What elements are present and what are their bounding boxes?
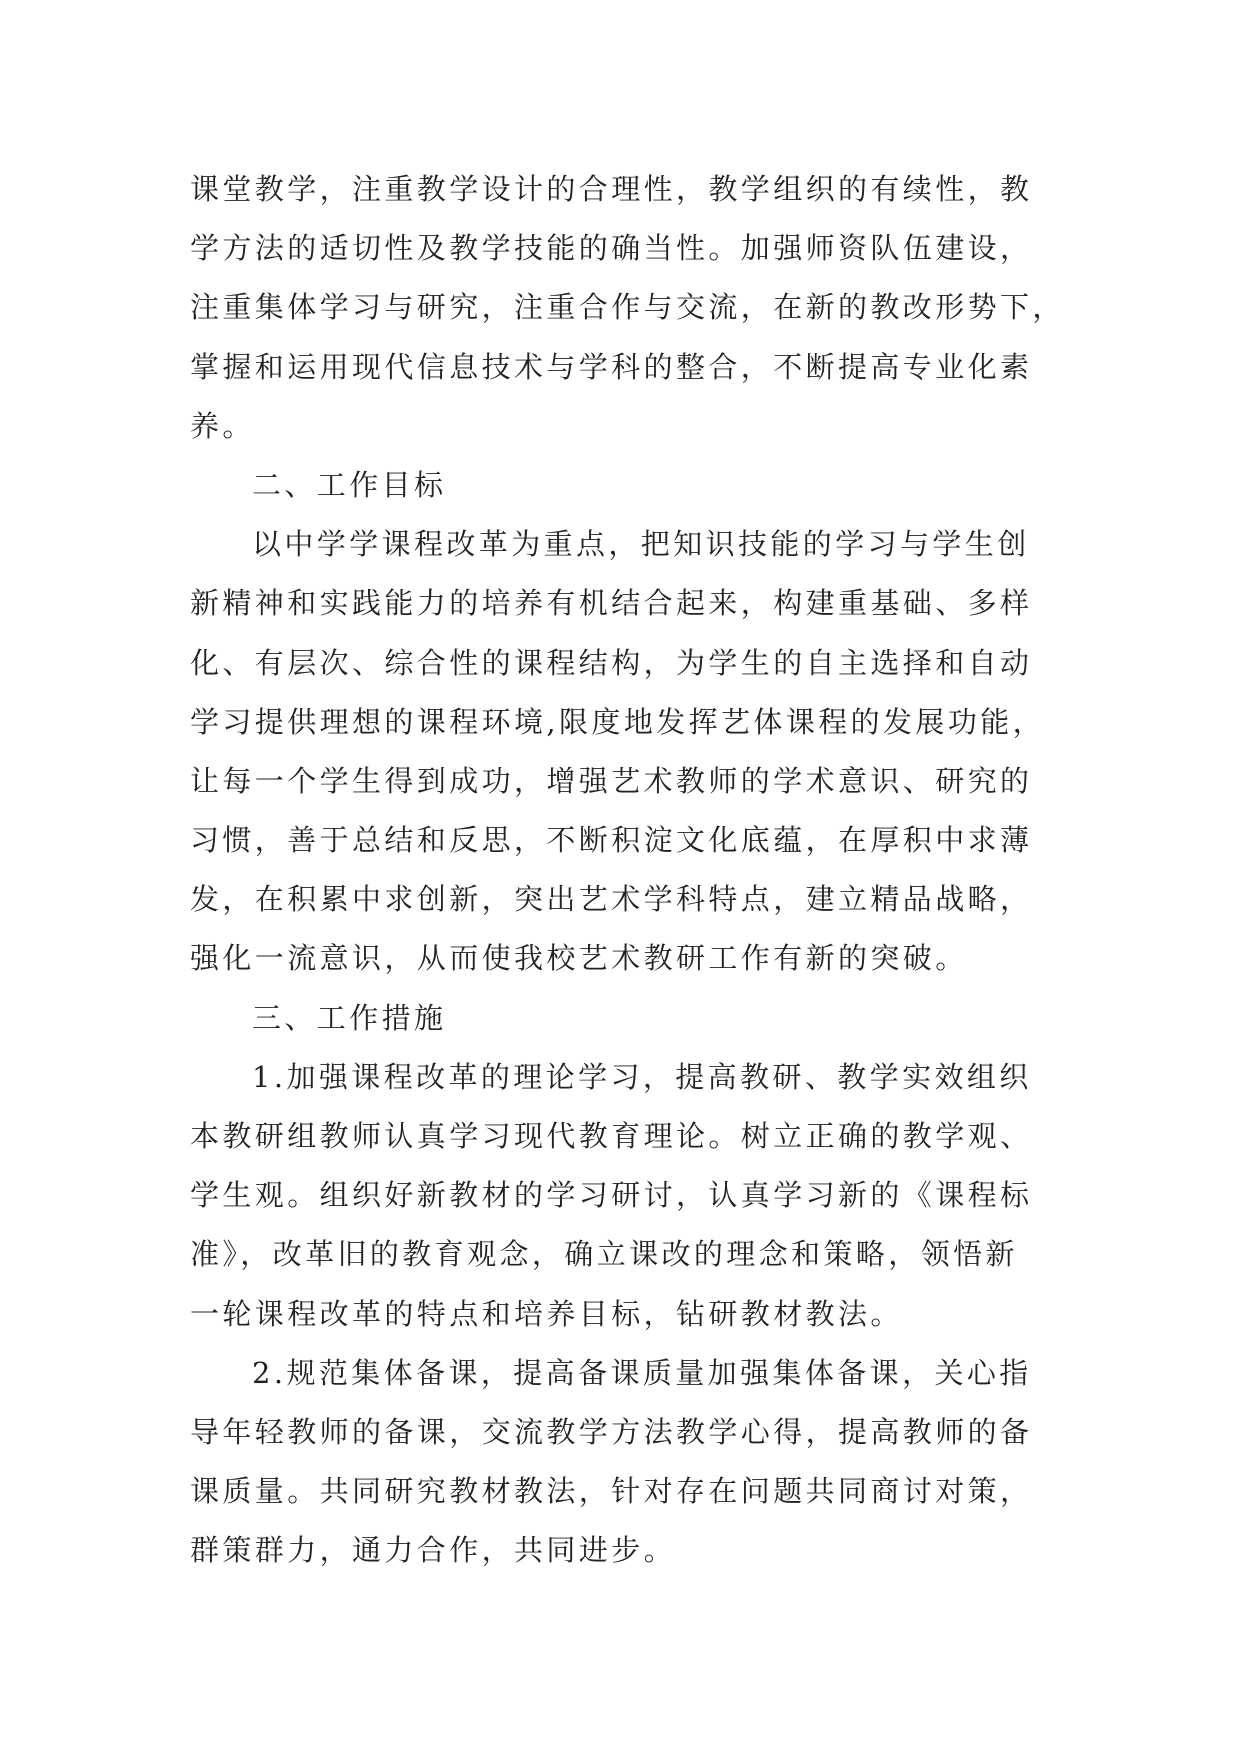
text-line: 课质量。共同研究教材教法，针对存在问题共同商讨对策，: [190, 1474, 1033, 1509]
document-body: [190, 160, 1065, 1581]
text-line: 新精神和实践能力的培养有机结合起来，构建重基础、多样: [190, 586, 1033, 621]
text-line: 学方法的适切性及教学技能的确当性。加强师资队伍建设，: [190, 231, 1033, 266]
text-line: 群策群力，通力合作，共同进步。: [190, 1533, 677, 1568]
text-line: 养。: [190, 408, 255, 443]
text-line: 发，在积累中求创新，突出艺术学科特点，建立精品战略，: [190, 882, 1033, 917]
text-line: 化、有层次、综合性的课程结构，为学生的自主选择和自动: [190, 645, 1033, 680]
text-line: 注重集体学习与研究，注重合作与交流，在新的教改形势下，: [190, 290, 1065, 325]
text-line: 强化一流意识，从而使我校艺术教研工作有新的突破。: [190, 941, 968, 976]
section-heading: 三、工作措施: [252, 1000, 447, 1035]
text-line: 让每一个学生得到成功，增强艺术教师的学术意识、研究的: [190, 763, 1033, 798]
section-heading: 二、工作目标: [252, 467, 447, 502]
text-line: 一轮课程改革的特点和培养目标，钻研教材教法。: [190, 1296, 903, 1331]
text-line: 掌握和运用现代信息技术与学科的整合，不断提高专业化素: [190, 349, 1033, 384]
text-line: 本教研组教师认真学习现代教育理论。树立正确的教学观、: [190, 1119, 1033, 1153]
text-line: 准》，改革旧的教育观念，确立课改的理念和策略，领悟新: [190, 1237, 1018, 1272]
text-line: 学习提供理想的课程环境,限度地发挥艺体课程的发展功能，: [190, 704, 1046, 739]
text-line: 2.规范集体备课，提高备课质量加强集体备课，关心指: [252, 1355, 1032, 1390]
text-line: 导年轻教师的备课，交流教学方法教学心得，提高教师的备: [190, 1414, 1033, 1449]
text-line: 习惯，善于总结和反思，不断积淀文化底蕴，在厚积中求薄: [190, 823, 1033, 858]
text-line: 1.加强课程改革的理论学习，提高教研、教学实效组织: [252, 1059, 1032, 1094]
text-line: 以中学学课程改革为重点，把知识技能的学习与学生创: [252, 527, 1030, 562]
text-line: 课堂教学，注重教学设计的合理性，教学组织的有续性，教: [190, 172, 1033, 206]
text-line: 学生观。组织好新教材的学习研讨，认真学习新的《课程标: [190, 1178, 1033, 1213]
